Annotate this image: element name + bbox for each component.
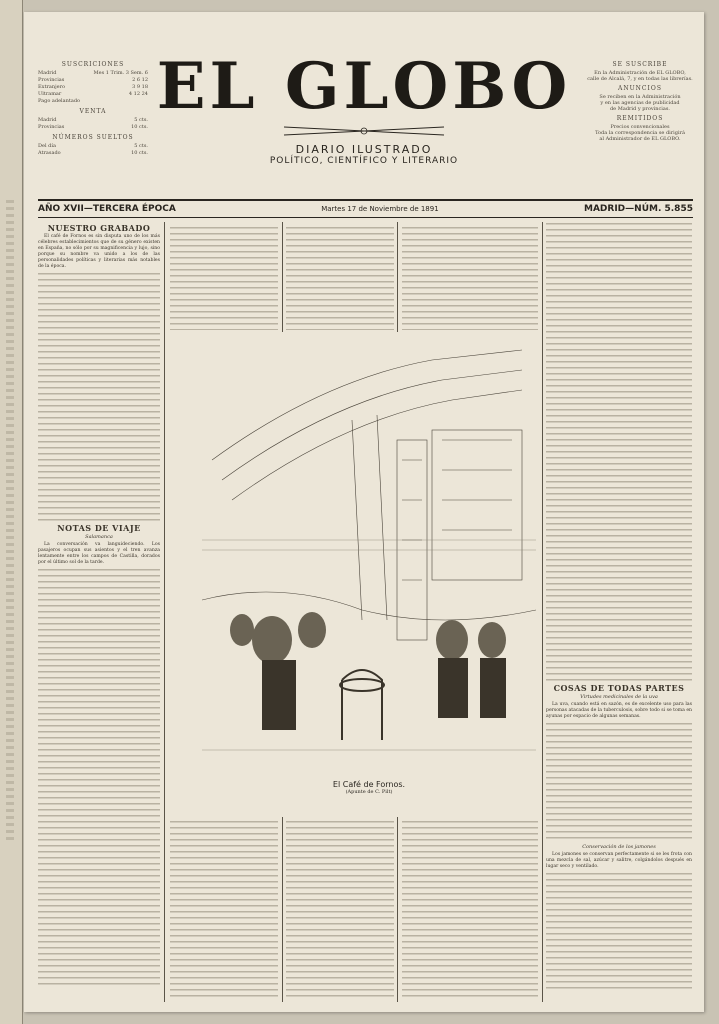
- newspaper-subtitle: DIARIO ILUSTRADO: [295, 143, 433, 156]
- caption-title: El Café de Fornos.: [332, 780, 406, 789]
- caption-credit: (Apunte de C. Pilt): [345, 789, 393, 795]
- subscriptions-heading: SUSCRICIONES: [61, 61, 125, 68]
- column-rule: [397, 222, 398, 332]
- article-body-text: [546, 222, 692, 682]
- article-column-5: [546, 222, 692, 1007]
- article-subheading: Conservación de los jamones: [582, 844, 656, 850]
- sale-row: Provincias 10 cts.: [38, 124, 148, 130]
- ads-line: Se reciben en la Administración: [599, 94, 681, 100]
- article-body-text: [38, 272, 160, 522]
- subscribe-heading: SE SUSCRIBE: [612, 61, 668, 68]
- illustration-caption: [202, 780, 536, 795]
- masthead: [144, 49, 584, 166]
- article-body-text: [286, 820, 394, 1000]
- article-body-text: [402, 820, 538, 1000]
- sale-heading: VENTA: [79, 108, 107, 115]
- issue-year: AÑO XVII—TERCERA ÉPOCA: [38, 204, 176, 214]
- ads-line: En la Administración de EL GLOBO,: [594, 70, 686, 76]
- issue-number: MADRID—NÚM. 5.855: [584, 204, 693, 214]
- ads-line: de Madrid y provincias.: [609, 106, 671, 112]
- column-rule: [397, 817, 398, 1002]
- article-text: Los jamones se conservan perfectamente si se les frota con una mezcla de sal, azúcar y salitre, colgándolos después en lugar seco y ventilado.: [546, 852, 692, 869]
- column-rule: [164, 222, 165, 1002]
- subscription-row: Ultramar 4 12 24: [38, 91, 148, 97]
- ads-line: y en las agencias de publicidad: [600, 100, 680, 106]
- newspaper-title: EL GLOBO: [156, 49, 572, 124]
- binding-edge: [6, 200, 14, 840]
- cafe-fornos-engraving: [202, 340, 536, 770]
- quill-ornament-icon: [264, 125, 464, 137]
- article-body-text: [402, 226, 538, 330]
- subscription-row: Provincias 2 6 12: [38, 77, 148, 83]
- column-rule: [282, 222, 283, 332]
- subscriptions-box: [38, 62, 148, 157]
- ads-line: Precios convencionales: [610, 124, 670, 130]
- issue-date: Martes 17 de Noviembre de 1891: [321, 205, 439, 213]
- numbers-heading: NÚMEROS SUELTOS: [52, 134, 134, 141]
- subscription-row: Extranjero 3 9 18: [38, 84, 148, 90]
- article-body-text: [38, 568, 160, 988]
- subscription-row: Pago adelantado: [38, 98, 81, 104]
- remitidos-heading: REMITIDOS: [616, 115, 664, 122]
- article-text: El café de Fornos es sin disputa uno de los más célebres establecimientos que de su género existen en España, no sólo por su magnificencia y lujo, sino porque su nombre va unido a los de las personalidades políticas y literarias más notables de la época.: [38, 234, 160, 269]
- article-body-text: [546, 872, 692, 992]
- article-text: La uva, cuando está en sazón, es de excelente uso para las personas atacadas de la tuberculosis, sobre todo si se toma en ayunas por espacio de algunas semanas.: [546, 702, 692, 719]
- ads-line: Toda la correspondencia se dirigirá: [595, 130, 685, 136]
- article-subheading: Virtudes medicinales de la uva: [580, 694, 658, 700]
- ads-box: [584, 62, 696, 142]
- column-rule: [542, 222, 543, 1002]
- issue-bar: [38, 199, 693, 218]
- book-spine: [0, 0, 23, 1024]
- ads-line: al Administrador de EL GLOBO.: [599, 136, 681, 142]
- ads-heading: ANUNCIOS: [618, 85, 662, 92]
- article-heading: COSAS DE TODAS PARTES: [553, 683, 685, 693]
- article-body-text: [286, 226, 394, 330]
- article-subheading: Salamanca: [85, 534, 113, 540]
- subscription-row: Madrid Mes 1 Trim. 3 Sem. 6: [38, 70, 148, 76]
- article-heading: NOTAS DE VIAJE: [57, 523, 141, 533]
- article-column-1: [38, 222, 160, 1007]
- ads-line: calle de Alcalá, 7, y en todas las librerías.: [587, 76, 693, 82]
- article-body-text: [170, 226, 278, 330]
- numbers-row: Atrasado 10 cts.: [38, 150, 148, 156]
- column-rule: [282, 817, 283, 1002]
- article-text: La conversación va languideciendo. Los pasajeros ocupan sus asientos y el tren avanza lentamente entre los campos de Castilla, dorados por el último sol de la tarde.: [38, 542, 160, 565]
- newspaper-page: [24, 12, 704, 1012]
- article-body-text: [546, 722, 692, 842]
- sale-row: Madrid 5 cts.: [38, 117, 148, 123]
- newspaper-tagline: POLÍTICO, CIENTÍFICO Y LITERARIO: [269, 156, 459, 166]
- article-body-text: [170, 820, 278, 1000]
- numbers-row: Del día 5 cts.: [38, 143, 148, 149]
- article-heading: NUESTRO GRABADO: [47, 223, 151, 233]
